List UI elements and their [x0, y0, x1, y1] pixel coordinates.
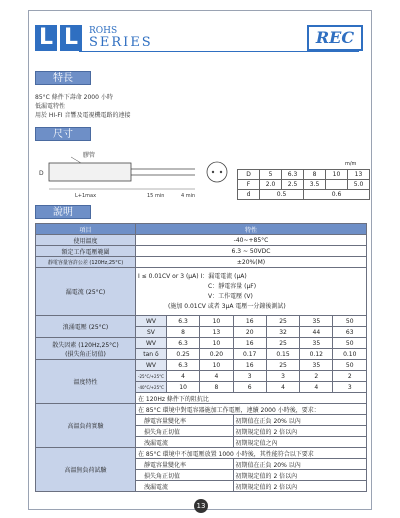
length-dim: L+1max [75, 193, 97, 199]
logo-letter: L [60, 25, 82, 51]
tan-label: 散失因素 (120Hz,25°C) [52, 341, 119, 349]
table-cell: 8 [166, 327, 199, 338]
table-cell: 初期規定值的 2 倍以內 [233, 481, 366, 492]
row-label: 浪涌電壓 (25°C) [36, 316, 136, 338]
table-cell: 4 [266, 382, 299, 393]
table-cell: 洩漏電流 [136, 481, 234, 492]
row-label: 溫度特性 [36, 360, 136, 404]
table-cell: 0.12 [300, 349, 333, 360]
table-cell: 6.3 [166, 316, 199, 327]
table-cell: 6.3 [166, 338, 199, 349]
table-cell: -25°C/+25°C [136, 371, 167, 382]
table-cell: 3.5 [304, 180, 326, 190]
row-value: ±20%(M) [136, 257, 367, 268]
table-cell: 16 [233, 360, 266, 371]
row-value: 6.3 ~ 50VDC [136, 246, 367, 257]
row-label: 漏電流 (25°C) [36, 268, 136, 316]
formula-line: V：工作電壓 (V) [208, 292, 253, 300]
table-cell: 16 [233, 316, 266, 327]
section-description: 說明 [35, 205, 91, 219]
table-cell: 靜電容量變化率 [136, 459, 234, 470]
table-cell: 0.25 [166, 349, 199, 360]
table-cell: tan δ [136, 349, 167, 360]
capacitor-drawing [35, 149, 235, 199]
table-cell: 6.3 [282, 170, 304, 180]
lead-dim: 15 min [147, 193, 165, 199]
table-cell: SV [136, 327, 167, 338]
table-cell: 靜電容量變化率 [136, 415, 234, 426]
formula-line: C：靜電容量 (μF) [208, 282, 257, 290]
table-cell: 4 [166, 371, 199, 382]
table-cell: 損失角正切值 [136, 470, 234, 481]
feature-item: 低漏電特性 [35, 103, 66, 110]
logo-letter: L [35, 25, 57, 51]
table-row [238, 170, 370, 180]
table-cell: 10 [326, 170, 348, 180]
table-row [238, 180, 370, 190]
datasheet-page [28, 10, 372, 510]
table-cell: 20 [233, 327, 266, 338]
series-top: ROHS [89, 26, 118, 36]
table-cell: 50 [333, 316, 367, 327]
table-cell: 25 [266, 316, 299, 327]
table-row [36, 246, 367, 257]
table-cell: 50 [333, 338, 367, 349]
table-cell: 10 [200, 360, 233, 371]
table-cell: 25 [266, 338, 299, 349]
table-cell: 洩漏電流 [136, 437, 234, 448]
dimension-table [237, 169, 370, 200]
table-cell: 13 [200, 327, 233, 338]
table-cell: 35 [300, 316, 333, 327]
series-logo [35, 25, 82, 51]
table-cell: 初期規定值之內 [233, 437, 366, 448]
table-cell [326, 180, 348, 190]
table-cell: 2 [333, 371, 367, 382]
shelf-intro: 在 85°C 環境中不加電壓放置 1000 小時後，其性能符合以下要求 [136, 448, 367, 459]
table-cell: 13 [348, 170, 370, 180]
table-cell: 2.5 [282, 180, 304, 190]
load-intro: 在 85°C 環境中對電容器施加工作電壓，連續 2000 小時後，要求： [136, 404, 367, 415]
table-cell: 3 [333, 382, 367, 393]
table-cell: WV [136, 338, 167, 349]
row-label: 高溫無負荷試驗 [36, 448, 136, 492]
table-cell: 6.3 [166, 360, 199, 371]
table-cell: 3 [233, 371, 266, 382]
feature-item: 用於 HI-FI 音響及電視機電路的連接 [35, 112, 131, 119]
table-cell: 10 [200, 338, 233, 349]
table-cell: F [238, 180, 260, 190]
leakage-formula [136, 268, 367, 316]
table-cell: 2.0 [260, 180, 282, 190]
table-cell: 損失角正切值 [136, 426, 234, 437]
sleeve-label: 膠管 [83, 152, 96, 159]
feature-item: 85°C 條件下壽命 2000 小時 [35, 94, 113, 101]
table-cell: 63 [333, 327, 367, 338]
section-features: 特長 [35, 71, 91, 85]
table-row [36, 224, 367, 235]
table-cell: 35 [300, 360, 333, 371]
table-row [36, 360, 367, 371]
brand-logo: REC [307, 25, 363, 51]
formula-line: I ≤ 0.01CV or 3 (μA) I：漏電電流 (μA) [138, 272, 247, 280]
column-header: 項目 [36, 224, 136, 235]
table-cell: 44 [300, 327, 333, 338]
table-cell: 10 [166, 382, 199, 393]
table-cell: 0.6 [304, 190, 370, 200]
table-row [36, 268, 367, 316]
table-row [36, 316, 367, 327]
section-dimensions: 尺寸 [35, 127, 91, 141]
row-label: 額定工作電壓範圍 [36, 246, 136, 257]
table-cell: 0.15 [266, 349, 299, 360]
header-rule [79, 51, 359, 52]
table-row [36, 235, 367, 246]
table-row [36, 257, 367, 268]
table-cell: WV [136, 360, 167, 371]
table-cell: 8 [200, 382, 233, 393]
column-header: 特性 [136, 224, 367, 235]
row-label [36, 338, 136, 360]
table-cell: -40°C/+25°C [136, 382, 167, 393]
table-row [36, 448, 367, 459]
table-cell: 35 [300, 338, 333, 349]
series-bottom: SERIES [89, 35, 153, 50]
features-list [35, 93, 130, 120]
series-text [89, 26, 153, 50]
table-row [36, 338, 367, 349]
formula-line: (施加 0.01CV 或者 3μA 電壓一分鐘後測試) [168, 302, 286, 310]
table-cell: 50 [333, 360, 367, 371]
table-cell: 初期值在正負 20% 以內 [233, 415, 366, 426]
table-cell: 32 [266, 327, 299, 338]
spec-table [35, 223, 367, 492]
table-cell: 0.5 [260, 190, 304, 200]
table-cell: 8 [304, 170, 326, 180]
table-cell: 初期規定值的 2 倍以內 [233, 426, 366, 437]
dim-unit: m/m [345, 161, 357, 167]
row-value: -40~+85°C [136, 235, 367, 246]
table-cell: d [238, 190, 260, 200]
table-cell: 3 [266, 371, 299, 382]
tail-dim: 4 min [181, 193, 196, 199]
table-cell: WV [136, 316, 167, 327]
table-row [36, 404, 367, 415]
page-number: 13 [194, 499, 208, 513]
diameter-label: D [39, 170, 44, 177]
row-label: 使用溫度 [36, 235, 136, 246]
table-cell: 4 [300, 382, 333, 393]
table-row [238, 190, 370, 200]
table-cell: 2 [300, 371, 333, 382]
table-cell: 6 [233, 382, 266, 393]
table-cell: 5 [260, 170, 282, 180]
table-cell: 0.10 [333, 349, 367, 360]
table-cell: 初期規定值的 2 倍以內 [233, 470, 366, 481]
table-cell: 5.0 [348, 180, 370, 190]
table-cell: 0.17 [233, 349, 266, 360]
table-cell: 10 [200, 316, 233, 327]
table-cell: 16 [233, 338, 266, 349]
table-cell: 0.20 [200, 349, 233, 360]
table-cell: D [238, 170, 260, 180]
table-cell: 4 [200, 371, 233, 382]
table-cell: 初期值在正負 20% 以內 [233, 459, 366, 470]
temp-note: 在 120Hz 條件下的阻抗比 [136, 393, 367, 404]
row-label: 靜電容量容許公差 (120Hz,25°C) [36, 257, 136, 268]
header [35, 25, 367, 51]
table-cell: 25 [266, 360, 299, 371]
row-label: 高溫負荷實驗 [36, 404, 136, 448]
tan-sublabel: (損失角正切值) [65, 350, 106, 358]
